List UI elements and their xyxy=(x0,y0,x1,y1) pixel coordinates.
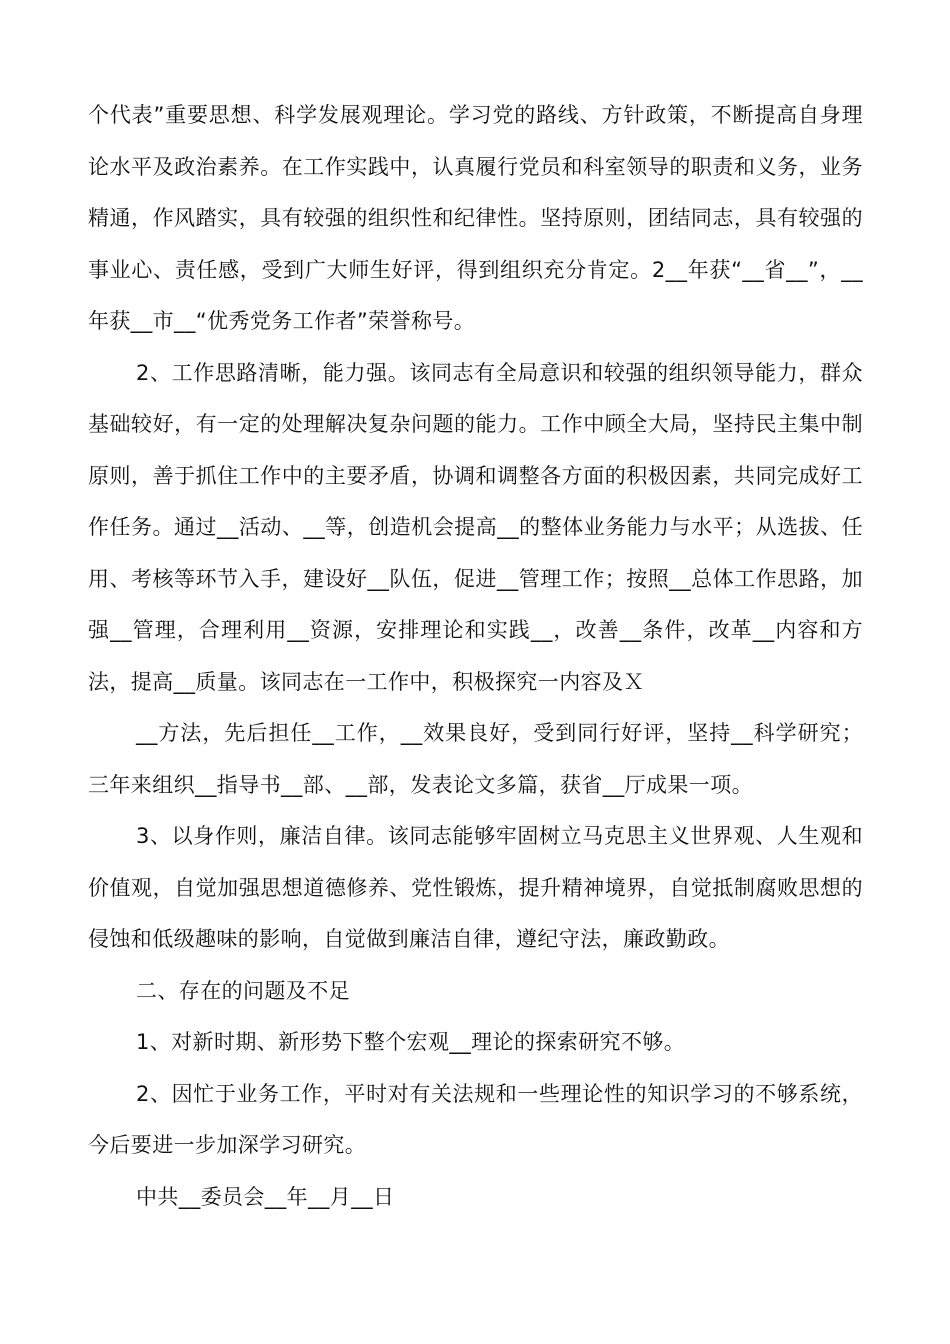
paragraph-integrity: 3、以身作则，廉洁自律。该同志能够牢固树立马克思主义世界观、人生观和价值观，自觉加强思想道德修养、党性锻炼，提升精神境界，自觉抵制腐败思想的侵蚀和低级趣味的影响，自觉做到廉洁自律，遵纪守法，廉政勤政。 xyxy=(88,824,863,951)
signature-line: 中共__委员会__年__月__日 xyxy=(136,1184,395,1209)
paragraph-issue-2: 2、因忙于业务工作，平时对有关法规和一些理论性的知识学习的不够系统，今后要进一步加深学习研究。 xyxy=(88,1081,863,1157)
paragraph-issue-1: 1、对新时期、新形势下整个宏观__理论的探索研究不够。 xyxy=(136,1030,686,1054)
document-page xyxy=(88,90,863,1223)
paragraph-work-ability: 2、工作思路清晰，能力强。该同志有全局意识和较强的组织领导能力，群众基础较好，有一定的处理解决复杂问题的能力。工作中顾全大局，坚持民主集中制原则，善于抓住工作中的主要矛盾，协调和调整各方面的积极因素，共同完成好工作任务。通过__活动、__等，创造机会提高__的整体业务能力与水平；从选拔、任用、考核等环节入手，建设好__队伍，促进__管理工作；按照__总体工作思路，加强__管理，合理利用__资源，安排理论和实践__，改善__条件，改革__内容和方法，提高__质量。该同志在一工作中，积极探究一内容及Ｘ xyxy=(88,360,863,694)
paragraph-achievements: 个代表”重要思想、科学发展观理论。学习党的路线、方针政策，不断提高自身理论水平及政治素养。在工作实践中，认真履行党员和科室领导的职责和义务，业务精通，作风踏实，具有较强的组织性和纪律性。坚持原则，团结同志，具有较强的事业心、责任感，受到广大师生好评，得到组织充分肯定。2__年获“__省__”，__年获__市__“优秀党务工作者”荣誉称号。 xyxy=(88,103,863,333)
section-heading-problems: 二、存在的问题及不足 xyxy=(136,978,350,1003)
paragraph-work-ability-continued: __方法，先后担任__工作，__效果良好，受到同行好评，坚持__科学研究；三年来组织__指导书__部、__部，发表论文多篇，获省__厅成果一项。 xyxy=(88,721,863,797)
